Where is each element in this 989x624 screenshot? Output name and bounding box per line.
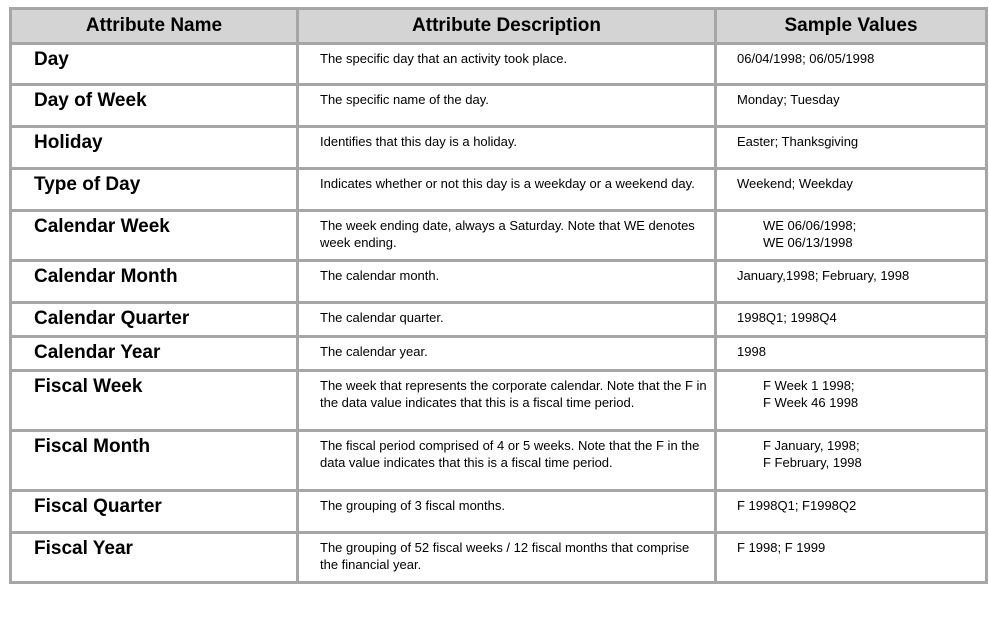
- attribute-name-cell: Day of Week: [11, 85, 298, 127]
- attribute-description-cell: The week ending date, always a Saturday. Note that WE denotes week ending.: [298, 211, 716, 261]
- table-row: [11, 169, 987, 211]
- table-body: [11, 44, 987, 583]
- sample-value: 1998Q1; 1998Q4: [737, 310, 837, 325]
- sample-value: F 1998Q1; F1998Q2: [737, 498, 857, 513]
- sample-values-cell: [716, 261, 987, 303]
- attribute-name-cell: Calendar Week: [11, 211, 298, 261]
- attribute-description-cell: The specific day that an activity took place.: [298, 44, 716, 85]
- attribute-description-cell: Indicates whether or not this day is a weekday or a weekend day.: [298, 169, 716, 211]
- sample-values-cell: [716, 491, 987, 533]
- sample-value: January,1998; February, 1998: [737, 268, 910, 283]
- header-sample-values: Sample Values: [716, 9, 987, 44]
- sample-value: Easter; Thanksgiving: [737, 134, 859, 149]
- attribute-name-cell: Calendar Year: [11, 337, 298, 371]
- table-row: [11, 371, 987, 431]
- attribute-name-cell: Fiscal Month: [11, 431, 298, 491]
- sample-value: F February, 1998: [763, 455, 862, 470]
- header-row: [11, 9, 987, 44]
- attribute-description-cell: The calendar year.: [298, 337, 716, 371]
- table-row: [11, 431, 987, 491]
- attribute-name-cell: Calendar Quarter: [11, 303, 298, 337]
- sample-value: F Week 46 1998: [763, 395, 859, 410]
- table-row: [11, 127, 987, 169]
- sample-values-cell: [716, 211, 987, 261]
- attribute-name-cell: Fiscal Year: [11, 533, 298, 583]
- attribute-name-cell: Day: [11, 44, 298, 85]
- table-row: [11, 44, 987, 85]
- sample-values-cell: [716, 431, 987, 491]
- table-row: [11, 211, 987, 261]
- attribute-name-cell: Fiscal Quarter: [11, 491, 298, 533]
- attribute-name-cell: Fiscal Week: [11, 371, 298, 431]
- sample-value: WE 06/13/1998: [763, 235, 853, 250]
- attribute-description-cell: The calendar quarter.: [298, 303, 716, 337]
- attribute-name-cell: Type of Day: [11, 169, 298, 211]
- table-row: [11, 303, 987, 337]
- sample-values-cell: [716, 127, 987, 169]
- sample-value: Monday; Tuesday: [737, 92, 840, 107]
- header-attribute-description: Attribute Description: [298, 9, 716, 44]
- attribute-description-cell: The grouping of 3 fiscal months.: [298, 491, 716, 533]
- sample-values-cell: [716, 371, 987, 431]
- attribute-description-cell: The grouping of 52 fiscal weeks / 12 fiscal months that comprise the financial year.: [298, 533, 716, 583]
- attribute-description-cell: The calendar month.: [298, 261, 716, 303]
- attribute-description-cell: The specific name of the day.: [298, 85, 716, 127]
- attribute-description-cell: The fiscal period comprised of 4 or 5 weeks. Note that the F in the data value indicates that this is a fiscal time period.: [298, 431, 716, 491]
- attribute-table: [9, 7, 988, 584]
- sample-values-cell: [716, 44, 987, 85]
- attribute-description-cell: The week that represents the corporate calendar. Note that the F in the data value indicates that this is a fiscal time period.: [298, 371, 716, 431]
- sample-values-cell: [716, 303, 987, 337]
- header-attribute-name: Attribute Name: [11, 9, 298, 44]
- table-row: [11, 337, 987, 371]
- sample-value: F January, 1998;: [763, 438, 860, 453]
- sample-values-cell: [716, 337, 987, 371]
- sample-value: F Week 1 1998;: [763, 378, 855, 393]
- attribute-name-cell: Holiday: [11, 127, 298, 169]
- sample-values-cell: [716, 533, 987, 583]
- attribute-description-cell: Identifies that this day is a holiday.: [298, 127, 716, 169]
- attribute-name-cell: Calendar Month: [11, 261, 298, 303]
- sample-value: WE 06/06/1998;: [763, 218, 857, 233]
- sample-values-cell: [716, 85, 987, 127]
- table-row: [11, 491, 987, 533]
- sample-value: F 1998; F 1999: [737, 540, 826, 555]
- sample-value: 1998: [737, 344, 766, 359]
- sample-value: Weekend; Weekday: [737, 176, 853, 191]
- sample-value: 06/04/1998; 06/05/1998: [737, 51, 875, 66]
- table-row: [11, 533, 987, 583]
- sample-values-cell: [716, 169, 987, 211]
- table-row: [11, 85, 987, 127]
- table-row: [11, 261, 987, 303]
